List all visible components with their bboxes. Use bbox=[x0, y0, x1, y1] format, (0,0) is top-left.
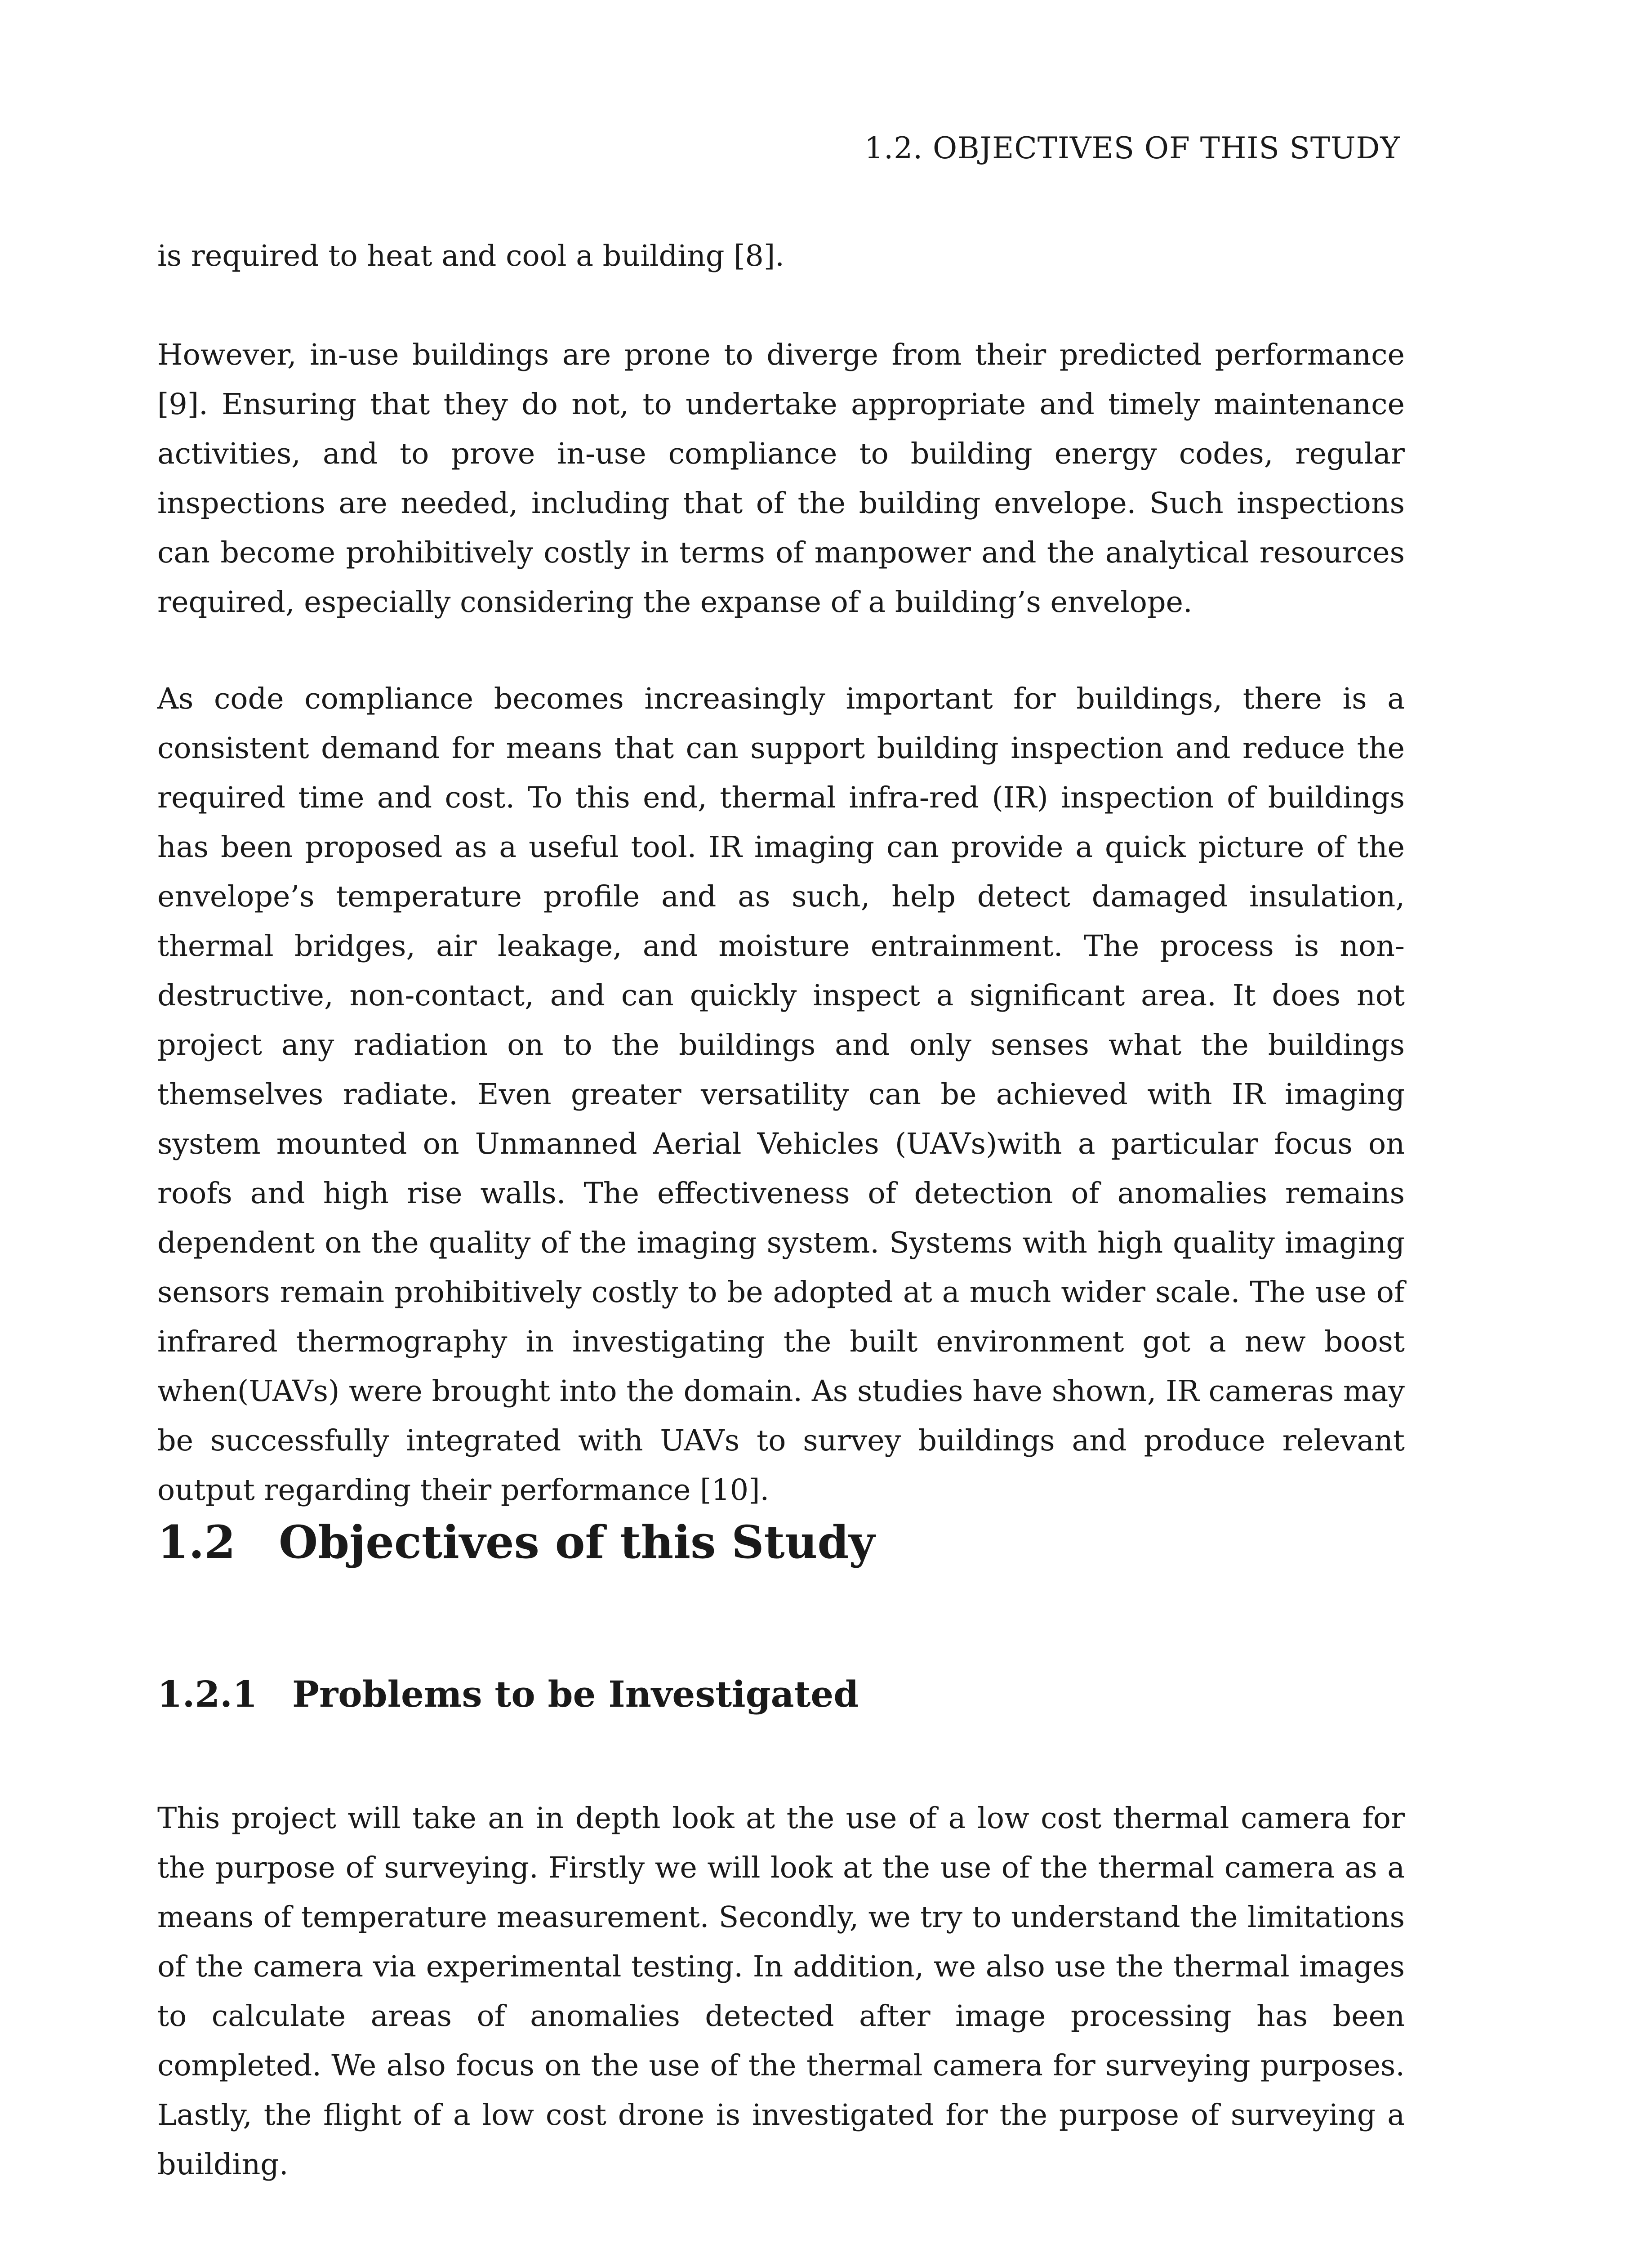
paragraph-heating-cooling: is required to heat and cool a building [8]. bbox=[157, 239, 784, 273]
subsection-title: Problems to be Investigated bbox=[292, 1673, 859, 1715]
paragraph-project-overview: This project will take an in depth look at the use of a low cost thermal camera for the purpose of surveying. Firstly we will look at the use of the thermal camera as a means of temperature measurement. Secondly, we try to understand the limitations of the camera via experimental testing. In addition, we also use the thermal images to calculate areas of anomalies detected after image processing has been completed. We also focus on the use of the thermal camera for surveying purposes. Lastly, the flight of a low cost drone is investigated for the purpose of surveying a building. bbox=[157, 1802, 1405, 2181]
subsection-number: 1.2.1 bbox=[157, 1673, 258, 1715]
paragraph-in-use-buildings: However, in-use buildings are prone to diverge from their predicted performance [9]. Ensuring that they do not, to undertake appropriate and timely maintenance activities, and to prove in-use compliance to building energy codes, regular inspections are needed, including that of the building envelope. Such inspections can become prohibitively costly in terms of manpower and the analytical resources required, especially considering the expanse of a building’s envelope. bbox=[157, 338, 1405, 619]
paragraph-code-compliance: As code compliance becomes increasingly important for buildings, there is a consistent demand for means that can support building inspection and reduce the required time and cost. To this end, thermal infra-red (IR) inspection of buildings has been proposed as a useful tool. IR imaging can provide a quick picture of the envelope’s temperature profile and as such, help detect damaged insulation, thermal bridges, air leakage, and moisture entrainment. The process is non-destructive, non-contact, and can quickly inspect a significant area. It does not project any radiation on to the buildings and only senses what the buildings themselves radiate. Even greater versatility can be achieved with IR imaging system mounted on Unmanned Aerial Vehicles (UAVs)with a particular focus on roofs and high rise walls. The effectiveness of detection of anomalies remains dependent on the quality of the imaging system. Systems with high quality imaging sensors remain prohibitively costly to be adopted at a much wider scale. The use of infrared thermography in investigating the built environment got a new boost when(UAVs) were brought into the domain. As studies have shown, IR cameras may be successfully integrated with UAVs to survey buildings and produce relevant output regarding their performance [10]. bbox=[157, 682, 1405, 1507]
section-number: 1.2 bbox=[157, 1516, 236, 1569]
section-title: Objectives of this Study bbox=[279, 1516, 875, 1569]
running-header: 1.2. OBJECTIVES OF THIS STUDY bbox=[864, 131, 1400, 165]
section-heading bbox=[157, 1515, 875, 1569]
subsection-heading bbox=[157, 1673, 859, 1716]
